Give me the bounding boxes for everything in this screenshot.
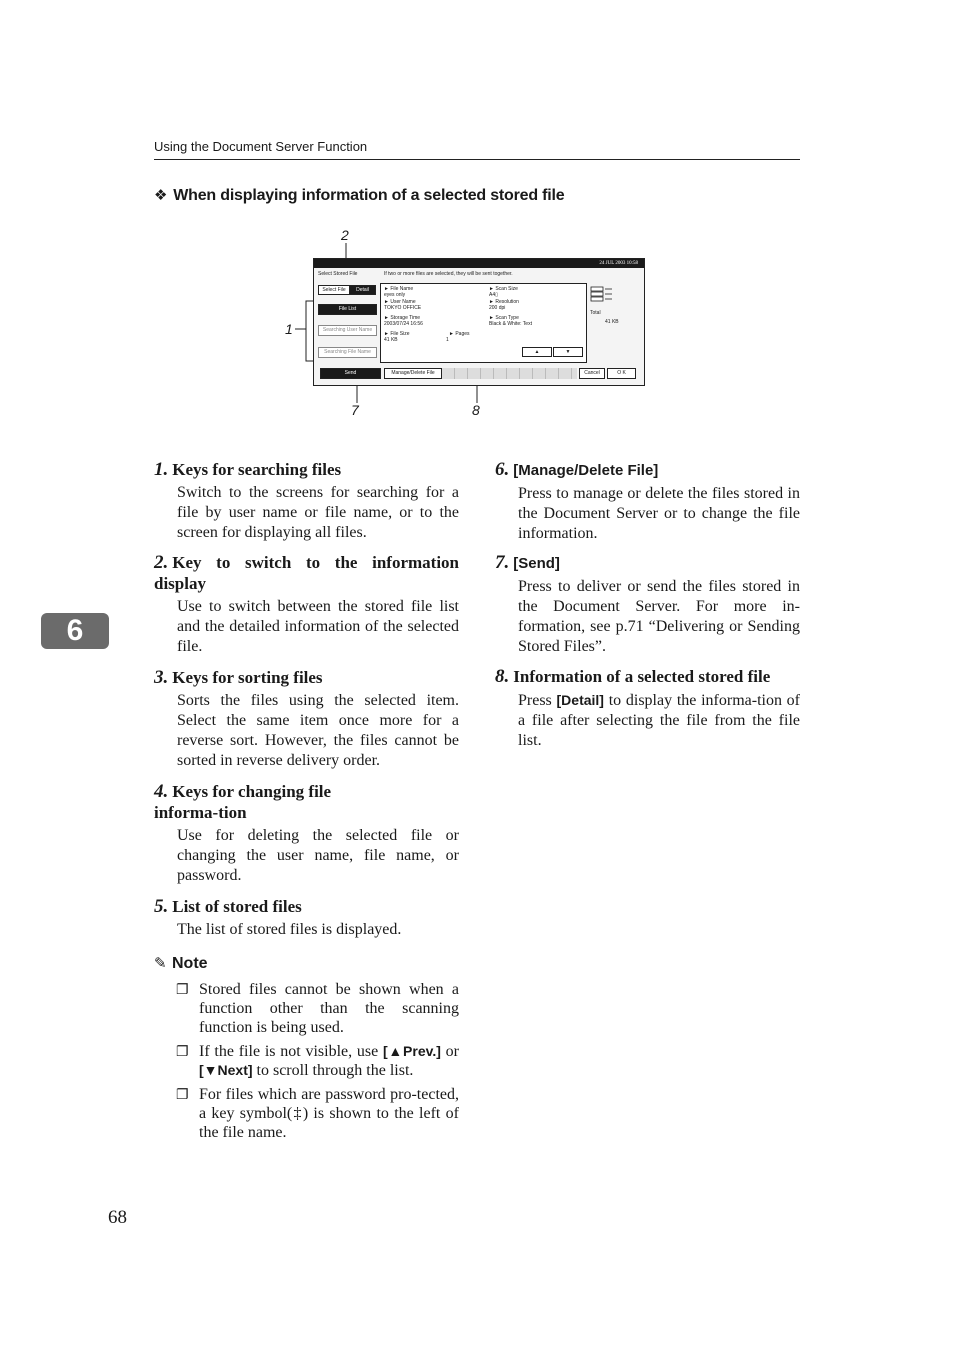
note-item-3 (176, 1085, 459, 1142)
item-title: Keys for searching files (172, 460, 342, 479)
next-button[interactable]: ▼ (553, 347, 583, 357)
item-number: 1. (154, 459, 169, 480)
note-item-1 (176, 980, 459, 1037)
note-item-2 (176, 1042, 459, 1080)
send-button[interactable]: Send (320, 368, 381, 379)
item-3 (154, 667, 459, 771)
ok-button[interactable]: O K (607, 368, 636, 379)
item-7 (495, 552, 800, 657)
running-header: Using the Document Server Function (154, 139, 368, 154)
item-number: 2. (154, 552, 169, 573)
info-storage-time: 2003/07/24 16:56 (384, 321, 423, 327)
total-label: Total (590, 310, 601, 316)
checkbox-bullet-icon: ❐ (176, 983, 189, 998)
header-rule (154, 159, 800, 160)
info-resolution: 200 dpi (489, 305, 506, 311)
note-heading (154, 954, 208, 973)
stacked-files-icon (590, 285, 614, 305)
screen-select-label: Select Stored File (318, 271, 358, 277)
callout-7: 7 (351, 402, 359, 418)
total-value: 41 KB (605, 319, 619, 325)
item-description: The list of stored files is displayed. (177, 921, 402, 938)
info-pages-label: ► Pages (449, 331, 470, 337)
info-file-name-label: ► File Name (384, 286, 414, 292)
section-title-text: When displaying information of a selected stored file (173, 187, 565, 204)
item-description: Use to switch between the stored file list and the detailed information of the selected file. (177, 598, 459, 655)
item-1 (154, 459, 459, 543)
item-number: 6. (495, 459, 510, 480)
file-list-button[interactable]: File List (318, 304, 377, 315)
item-2 (154, 552, 459, 657)
info-scan-type-label: ► Scan Type (489, 315, 519, 321)
info-pages: 1 (446, 337, 449, 343)
item-6 (495, 459, 800, 544)
screen-message: If two or more files are selected, they will be sent together. (384, 271, 513, 277)
info-resolution-label: ► Resolution (489, 299, 519, 305)
item-4 (154, 781, 459, 886)
chapter-tab: 6 (41, 613, 109, 649)
info-scan-size-label: ► Scan Size (489, 286, 518, 292)
info-scan-size: A4▯ (489, 292, 498, 298)
panel-screenshot (313, 258, 645, 386)
search-file-name-button[interactable]: Searching File Name (318, 347, 377, 358)
callout-2: 2 (341, 227, 349, 243)
file-info-panel (380, 283, 587, 363)
detail-key-label: [Detail] (556, 692, 604, 708)
note-text-post: to scroll through the list. (252, 1062, 414, 1079)
item-title: [Manage/Delete File] (513, 462, 659, 479)
note-text-pre: If the file is not visible, use (199, 1043, 383, 1060)
item-5 (154, 896, 459, 940)
pencil-icon: ✎ (154, 955, 167, 972)
note-title: Note (172, 955, 208, 972)
item-title: Key to switch to the information display (154, 553, 459, 593)
info-file-size: 41 KB (384, 337, 398, 343)
section-title (154, 186, 565, 205)
note-text: Stored files cannot be shown when a function other than the scanning function is being used. (199, 981, 459, 1036)
item-description: Switch to the screens for searching for a file by user name or file name, or to the screen for displaying all files. (177, 484, 459, 541)
select-file-button[interactable]: Select File (318, 285, 350, 295)
info-user-name: TOKYO OFFICE (384, 305, 422, 311)
note-text: For files which are password pro-tected, a key symbol(‡) is shown to the left of the file name. (199, 1086, 459, 1141)
item-number: 7. (495, 552, 510, 573)
item-description: Press to manage or delete the files stored in the Document Server or to change the file information. (518, 485, 800, 542)
item-title: Keys for sorting files (172, 668, 323, 687)
item-title: [Send] (513, 555, 560, 572)
callout-1: 1 (285, 321, 293, 337)
item-number: 4. (154, 781, 169, 802)
item-8 (495, 666, 800, 751)
item-number: 8. (495, 666, 510, 687)
callout-8: 8 (472, 402, 480, 418)
item-description (518, 690, 800, 751)
info-storage-time-label: ► Storage Time (384, 315, 421, 321)
note-text-mid: or (440, 1043, 459, 1060)
item-title: Information of a selected stored file (513, 667, 771, 686)
item-title: List of stored files (172, 897, 302, 916)
note-text (199, 1042, 459, 1080)
cancel-button[interactable]: Cancel (579, 368, 605, 379)
checkbox-bullet-icon: ❐ (176, 1045, 189, 1060)
item-description: Sorts the files using the selected item. Select the same item once more for a reverse sort. However, the files cannot be sorted in reverse delivery order. (177, 692, 459, 769)
item-title: Keys for changing file informa-tion (154, 782, 332, 822)
screen-top-bar (314, 259, 644, 268)
checkbox-bullet-icon: ❐ (176, 1088, 189, 1103)
info-file-size-label: ► File Size (384, 331, 410, 337)
info-scan-type: Black & White: Text (489, 321, 532, 327)
empty-key-strip (442, 368, 577, 379)
next-key-label: [▼Next] (199, 1062, 253, 1078)
item-number: 3. (154, 667, 169, 688)
desc-post: to display the informa-tion of a file after selecting the file from the file list. (518, 692, 801, 749)
prev-button[interactable]: ▲ (522, 347, 552, 357)
search-user-name-button[interactable]: Searching User Name (318, 325, 377, 336)
screen-date-time: 24 JUL 2003 10:58 (599, 261, 638, 266)
diamond-bullet-icon: ❖ (154, 187, 168, 204)
prev-key-label: [▲Prev.] (382, 1043, 441, 1059)
item-description: Use for deleting the selected file or changing the user name, file name, or password. (177, 827, 459, 884)
manage-delete-file-button[interactable]: Manage/Delete File (384, 368, 442, 379)
info-user-name-label: ► User Name (384, 299, 416, 305)
item-number: 5. (154, 896, 169, 917)
info-file-name: eyes only (384, 292, 406, 298)
item-description: Press to deliver or send the files stored in the Document Server. For more in-formation, see p.71 “Delivering or Sending Stored Files”. (518, 578, 800, 655)
page-number: 68 (108, 1207, 127, 1228)
desc-pre: Press (518, 692, 557, 709)
detail-button[interactable]: Detail (349, 285, 376, 295)
